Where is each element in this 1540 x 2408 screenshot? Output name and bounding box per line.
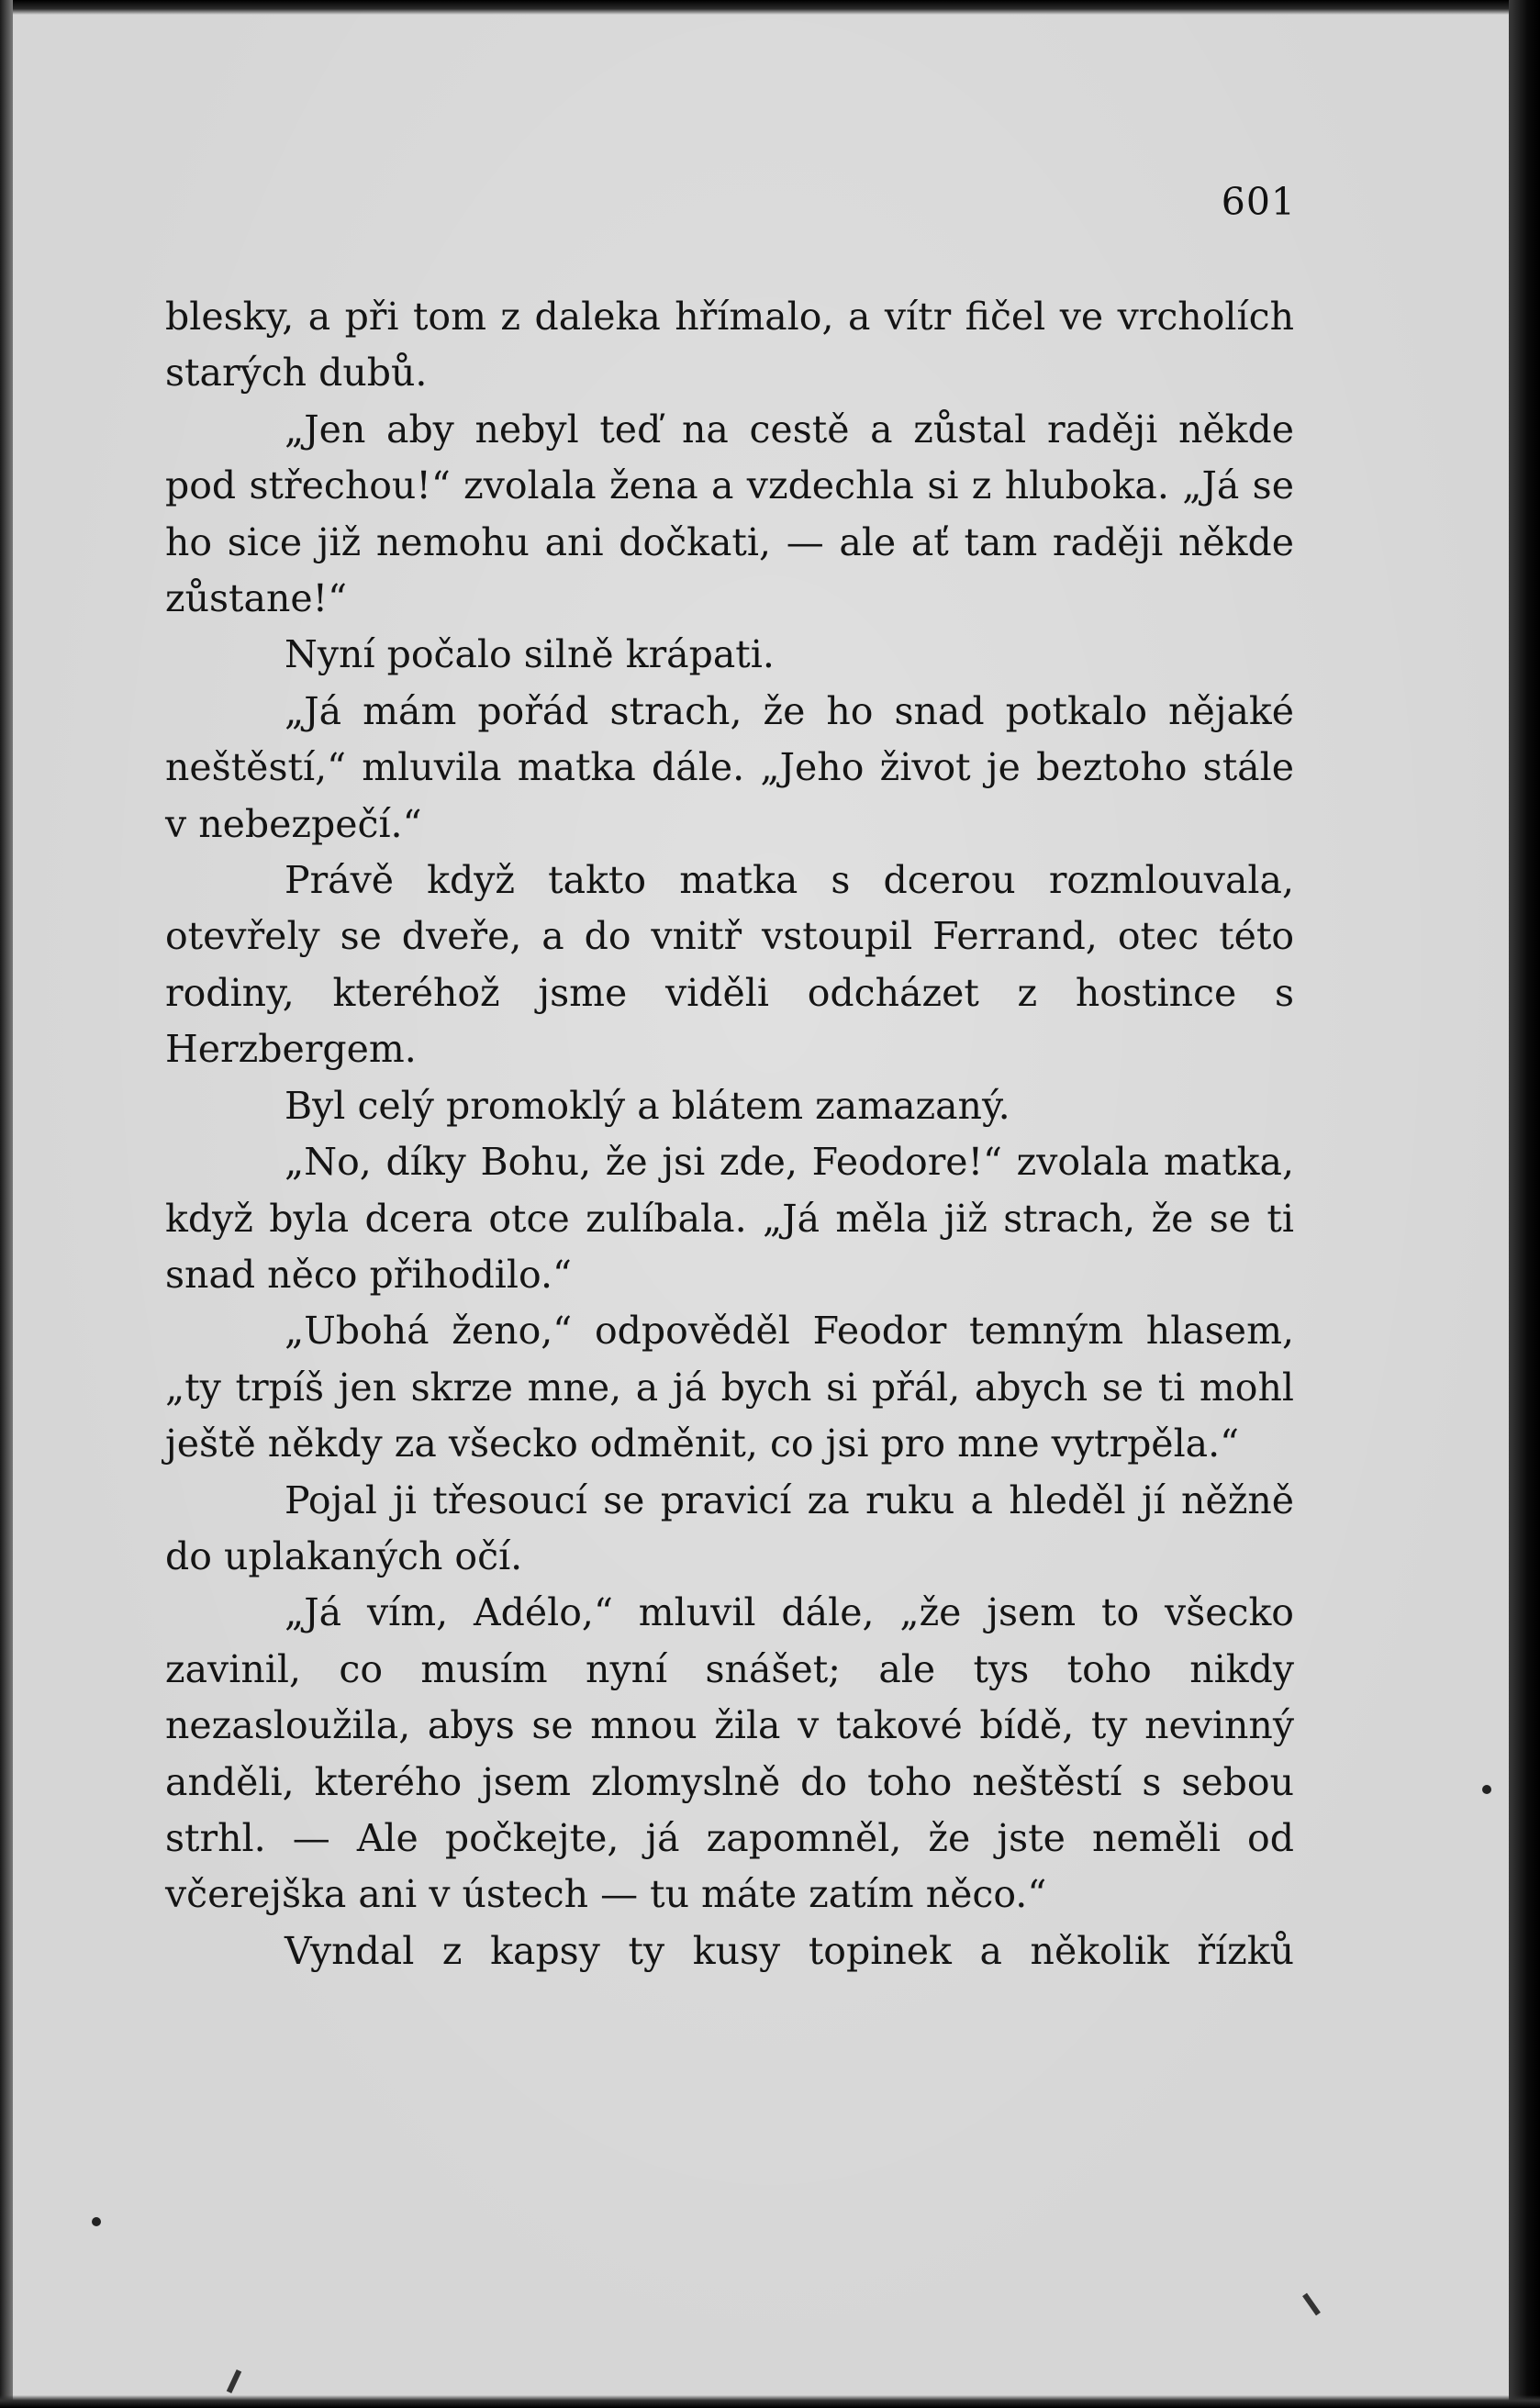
scan-mark — [227, 2369, 241, 2393]
paragraph: „Já mám pořád strach, že ho snad potkalo nějaké neštěstí,“ mluvila matka dále. „Jeho život je beztoho stále v nebezpečí.“ — [165, 688, 1294, 846]
paragraph: „Já vím, Adélo,“ mluvil dále, „že jsem to všecko zavinil, co musím nyní snášet; ale tys toho nikdy nezasloužila, abys se mnou žila v takové bídě, ty nevinný anděli, kterého jsem zlomyslně do toho neštěstí s sebou strhl. — Ale počkejte, já zapomněl, že jste neměli od včerejška ani v ústech — tu máte zatím něco.“ — [165, 1590, 1294, 1917]
paragraph: „Ubohá ženo,“ odpověděl Feodor temným hlasem, „ty trpíš jen skrze mne, a já bych si přál, abych se ti mohl ještě někdy za všecko odměnit, co jsi pro mne vytrpěla.“ — [165, 1309, 1294, 1466]
paragraph-continued: Vyndal z kapsy ty kusy topinek a několik řízků — [285, 1928, 1294, 1973]
paragraph: Byl celý promoklý a blátem zamazaný. — [285, 1083, 1010, 1128]
scan-speck — [92, 2217, 101, 2226]
scan-mark — [1302, 2293, 1321, 2316]
body-text — [165, 289, 1294, 1979]
paragraph: Pojal ji třesoucí se pravicí za ruku a hleděl jí něžně do uplakaných očí. — [165, 1477, 1294, 1578]
paragraph: blesky, a při tom z daleka hřímalo, a vítr fičel ve vrcholích starých dubů. — [165, 295, 1294, 396]
scan-top-edge — [0, 0, 1540, 15]
scan-speck — [1482, 1785, 1491, 1794]
scan-left-edge — [0, 0, 13, 2408]
paragraph: „Jen aby nebyl teď na cestě a zůstal raději někde pod střechou!“ zvolala žena a vzdechla si z hluboka. „Já se ho sice již nemohu ani dočkati, — ale ať tam raději někde zůstane!“ — [165, 407, 1294, 621]
paragraph: „No, díky Bohu, že jsi zde, Feodore!“ zvolala matka, když byla dcera otce zulíbala. „Já měla již strach, že se ti snad něco přihodilo.“ — [165, 1140, 1294, 1297]
scan-right-edge — [1509, 0, 1540, 2408]
page-number: 601 — [1221, 180, 1296, 224]
paragraph: Nyní počalo silně krápati. — [285, 632, 775, 677]
paragraph: Právě když takto matka s dcerou rozmlouvala, otevřely se dveře, a do vnitř vstoupil Ferrand, otec této rodiny, kteréhož jsme viděli odcházet z hostince s Herzbergem. — [165, 858, 1294, 1072]
scan-bottom-edge — [0, 2395, 1540, 2408]
